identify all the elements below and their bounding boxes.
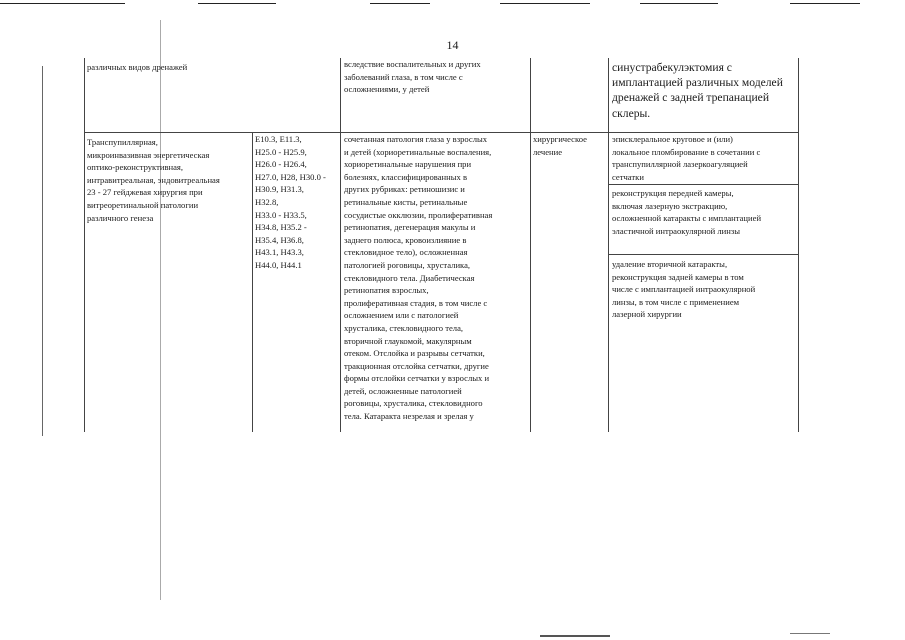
scan-edge-mark xyxy=(790,633,830,634)
treatment-type-cell: хирургическое лечение xyxy=(533,134,587,157)
treatment-method-item: эписклеральное круговое и (или) локальное пломбирование в сочетании с транспупиллярной лазеркоагуляцией сетчатки xyxy=(612,134,761,182)
treatment-method-item: удаление вторичной катаракты, реконструкция задней камеры в том числе с имплантацией интраокулярной линзы, в том числе с применением лазерной хирургии xyxy=(612,259,756,320)
page-number: 14 xyxy=(446,38,459,52)
table-column-divider xyxy=(340,58,341,432)
table-border-left xyxy=(84,58,85,432)
table-border-right xyxy=(798,58,799,432)
pathology-description-cell: сочетанная патология глаза у взрослых и детей (хориоретинальные воспаления, хориоретинальные нарушения при болезнях, классифицированных в других рубриках: ретиношизис и ретинальные кисты, ретинальные сосудистые окклюзии, пролиферативная ретинопатия, дегенерация макулы и заднего полюса, кровоизлияние в стекловидное тело), осложненная патологией роговицы, хрусталика, стекловидного тела. Диабетическая ретинопатия взрослых, пролиферативная стадия, в том числе с осложнением или с патологией хрусталика, стекловидного тела, вторичной глаукомой, макулярным отеком. Отслойка и разрывы сетчатки, тракционная отслойка сетчатки, другие формы отслойки сетчатки у взрослых и детей, осложненные патологией роговицы, хрусталика, стекловидного тела. Катаракта незрелая и зрелая у xyxy=(344,134,493,422)
icd-codes-cell: E10.3, E11.3, H25.0 - H25.9, H26.0 - H26.4, H27.0, H28, H30.0 - H30.9, H31.3, H32.8, H33.0 - H33.5, H34.8, H35.2 - H35.4, H36.8, H43.1, H43.3, H44.0, H44.1 xyxy=(255,134,326,270)
drainage-types-cell: различных видов дренажей xyxy=(87,62,188,72)
treatment-method-item: реконструкция передней камеры, включая лазерную экстракцию, осложненной катаракты с имплантацией эластичной интраокулярной линзы xyxy=(612,188,762,236)
table-column-divider xyxy=(608,58,609,432)
table-column-divider xyxy=(252,133,253,432)
scan-fold-line xyxy=(160,20,161,600)
scan-edge-mark xyxy=(540,635,610,637)
cell-divider xyxy=(608,184,799,185)
cell-divider xyxy=(608,254,799,255)
scan-edge-line xyxy=(370,3,430,4)
inflammatory-diseases-cell: вследствие воспалительных и других заболеваний глаза, в том числе с осложнениями, у детей xyxy=(344,59,481,95)
margin-line xyxy=(42,66,43,436)
scan-edge-line xyxy=(0,3,125,4)
surgery-method-cell: Транспупиллярная, микроинвазивная энергетическая оптико-реконструктивная, интравитреальная, эндовитреальная 23 - 27 гейджевая хирургия при витреоретинальной патологии различного генеза xyxy=(87,137,220,223)
scan-edge-line xyxy=(640,3,718,4)
scan-edge-line xyxy=(198,3,276,4)
sinustrabeculectomy-cell: синустрабекулэктомия с имплантацией различных моделей дренажей с задней трепанацией склеры. xyxy=(612,61,783,120)
table-column-divider xyxy=(530,58,531,432)
scan-edge-line xyxy=(790,3,860,4)
scan-edge-line xyxy=(500,3,590,4)
